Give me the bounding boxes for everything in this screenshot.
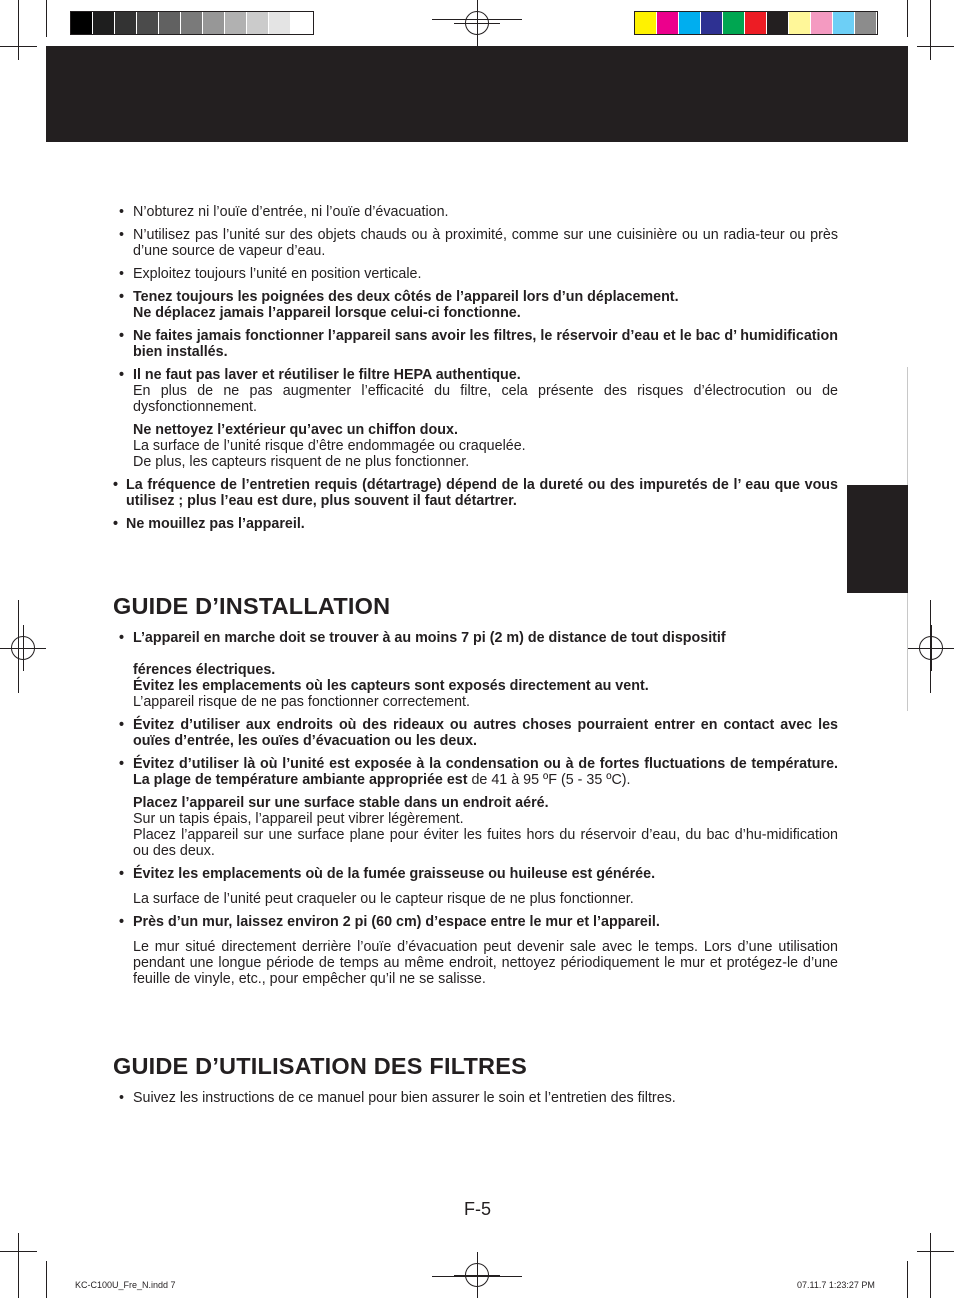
color-swatch	[635, 12, 657, 34]
color-swatch	[225, 12, 247, 34]
color-swatch	[657, 12, 679, 34]
color-swatch	[855, 12, 877, 34]
filters-heading: GUIDE D’UTILISATION DES FILTRES	[113, 1053, 527, 1079]
list-item: • Évitez d’utiliser aux endroits où des rideaux ou autres choses pourraient entrer en contact avec les ouïes d’entrée, les ouïes d’évacuation ou les deux.	[119, 717, 838, 749]
list-item: • Évitez les emplacements où de la fumée graisseuse ou huileuse est générée.	[119, 866, 656, 882]
registration-mark-top	[454, 0, 500, 46]
list-item: • Ne mouillez pas l’appareil.	[113, 516, 305, 532]
color-swatch	[269, 12, 291, 34]
list-item: Placez l’appareil sur une surface stable dans un endroit aéré. Sur un tapis épais, l’appareil peut vibrer légèrement. Placez l’appareil sur une surface plane pour éviter les fuites hors du réservoir d’eau, du bac d’hu-midification ou des deux.	[133, 795, 838, 859]
page-number: F-5	[464, 1199, 491, 1219]
list-item: • Exploitez toujours l’unité en position verticale.	[119, 266, 422, 282]
color-swatch	[93, 12, 115, 34]
color-swatch	[811, 12, 833, 34]
color-swatch	[159, 12, 181, 34]
registration-mark-left	[0, 625, 46, 671]
side-margin-line	[907, 593, 908, 711]
color-swatch	[767, 12, 789, 34]
side-margin-line	[907, 367, 908, 485]
language-side-tab	[847, 485, 908, 593]
color-swatch	[247, 12, 269, 34]
list-item: • L’appareil en marche doit se trouver à au moins 7 pi (2 m) de distance de tout dispositif férences électriques. Évitez les emplacements où les capteurs sont exposés directement au vent. L’appareil risque de ne pas fonctionner correctement.	[119, 630, 726, 710]
color-swatch	[723, 12, 745, 34]
color-swatch	[833, 12, 855, 34]
list-item: • Tenez toujours les poignées des deux côtés de l’appareil lors d’un déplacement. Ne déplacez jamais l’appareil lorsque celui-ci fonctionne.	[119, 289, 679, 321]
color-swatch	[745, 12, 767, 34]
list-item: • N’obturez ni l’ouïe d’entrée, ni l’ouïe d’évacuation.	[119, 204, 449, 220]
filters-list	[113, 1090, 838, 1106]
registration-mark-right	[908, 625, 954, 671]
list-item: • La fréquence de l’entretien requis (détartrage) dépend de la dureté ou des impuretés de l’ eau que vous utilisez ; plus l’eau est dure, plus souvent il faut détartrer.	[113, 477, 838, 509]
process-color-bar	[634, 11, 878, 35]
footer-file-name: KC-C100U_Fre_N.indd 7	[75, 1280, 176, 1290]
installation-list	[113, 630, 838, 987]
color-swatch	[137, 12, 159, 34]
registration-mark-bottom	[454, 1252, 500, 1298]
list-item: • Il ne faut pas laver et réutiliser le filtre HEPA authentique. En plus de ne pas augmenter l’efficacité du filtre, cela présente des risques d’électrocution ou de dysfonctionnement.	[119, 367, 838, 415]
list-item: • Évitez d’utiliser là où l’unité est exposée à la condensation ou à de fortes fluctuations de température. La plage de température ambiante appropriée est de 41 à 95 ºF (5 - 35 ºC).	[119, 756, 838, 788]
list-item-detail: Le mur situé directement derrière l’ouïe d’évacuation peut devenir sale avec le temps. Lors d’une utilisation pendant une longue période de temps au même endroit, nettoyez périodiquement le mur et protégez-le d’une feuille de vinyle, etc., pour empêcher qu’il ne se salisse.	[133, 939, 838, 987]
color-swatch	[701, 12, 723, 34]
list-item: • Suivez les instructions de ce manuel pour bien assurer le soin et l’entretien des filtres.	[119, 1090, 676, 1106]
list-item-detail: La surface de l’unité peut craqueler ou le capteur risque de ne plus fonctionner.	[133, 891, 634, 907]
footer-date: 07.11.7 1:23:27 PM	[797, 1280, 875, 1290]
installation-heading: GUIDE D’INSTALLATION	[113, 593, 391, 619]
color-swatch	[679, 12, 701, 34]
color-swatch	[789, 12, 811, 34]
warnings-list	[113, 204, 838, 532]
color-swatch	[115, 12, 137, 34]
header-band	[46, 46, 908, 142]
list-item: Ne nettoyez l’extérieur qu’avec un chiffon doux. La surface de l’unité risque d’être endommagée ou craquelée. De plus, les capteurs risquent de ne plus fonctionner.	[133, 422, 526, 470]
color-swatch	[181, 12, 203, 34]
list-item: • Près d’un mur, laissez environ 2 pi (60 cm) d’espace entre le mur et l’appareil.	[119, 914, 660, 930]
grayscale-color-bar	[70, 11, 314, 35]
list-item: • Ne faites jamais fonctionner l’appareil sans avoir les filtres, le réservoir d’eau et le bac d’ humidification bien installés.	[119, 328, 838, 360]
color-swatch	[203, 12, 225, 34]
list-item: • N’utilisez pas l’unité sur des objets chauds ou à proximité, comme sur une cuisinière ou un radia-teur ou près d’une source de vapeur d’eau.	[119, 227, 838, 259]
color-swatch	[291, 12, 313, 34]
color-swatch	[71, 12, 93, 34]
